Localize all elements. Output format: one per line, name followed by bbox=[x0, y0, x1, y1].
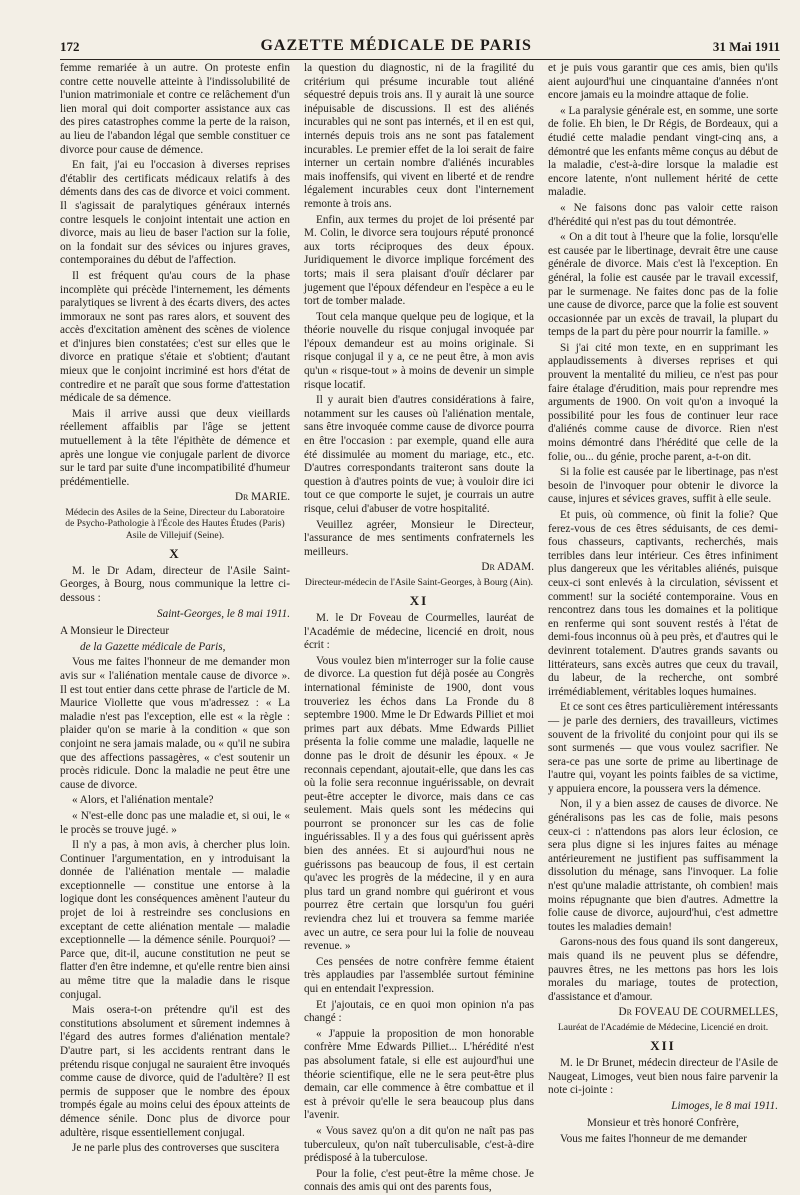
paragraph: femme remariée à un autre. On proteste enfin contre cette nouvelle atteinte à l'indissolubilité de l'union matrimoniale et contre ce relâchement d'un lien moral qui doit comporter assistance aux cas des pires catastrophes comme la perte de la raison, au lieu de l'abandon légal que semble constituer ce divorce pour cause de démence. bbox=[60, 62, 290, 156]
paragraph: Si j'ai cité mon texte, en en supprimant les applaudissements à diverses reprises et qui prouvent la mentalité du milieu, ce n'est pas pour faire étalage d'érudition, mais pour reprendre mes arguments de 1900. On voit qu'on a invoqué la possibilité pour les fous de continuer leur race d'aliénés comme cause de divorce. Rien n'est moins démontré dans l'hérédité que celle de la folie, ou... du génie, proche parent, a-t-on dit. bbox=[548, 341, 778, 463]
paragraph: Mais osera-t-on prétendre qu'il est des constitutions absolument et sûrement indemnes à l'égard des autres formes d'aliénation mentale? D'autre part, si les accidents rentrant dans le prétendu risque conjugal ne sauraient être invoqués comme cause de divorce, quid de l'adultère? Il est permis de supposer que le nombre des époux trompés égale au moins celui des époux atteints de démence sénile. Donc plus de divorce pour adultère, risque essentiellement conjugal. bbox=[60, 1004, 290, 1139]
paragraph: Ces pensées de notre confrère femme étaient très applaudies par l'assemblée surtout féminine qui en entendait l'expression. bbox=[304, 955, 534, 995]
paragraph: Enfin, aux termes du projet de loi présenté par M. Colin, le divorce sera toujours réputé prononcé aux torts réciproques des deux époux. Juridiquement le divorce implique forcément des torts; mais il sera plaisant d'ouïr déclarer par jugement que l'époux défendeur en l'espèce a eu le tort de tomber malade. bbox=[304, 213, 534, 308]
paragraph: Vous me faites l'honneur de me demander mon avis sur « l'aliénation mentale cause de divorce ». Il est tout entier dans cette phrase de l'article de M. Maurice Viollette que vous m'adressez : « La maladie n'est pas l'exception, elle est « la règle : plaider qu'on se marie à la condition « que son conjoint ne sera jamais malade, ou « qu'il ne subira que des affections passagères, « c'est soutenir un procès ridicule. Donc la maladie ne peut être une cause de divorce. bbox=[60, 656, 290, 791]
section-intro: M. le Dr Foveau de Courmelles, lauréat de l'Académie de médecine, licencié en droit, nous écrit : bbox=[304, 611, 534, 652]
paragraph: « Ne faisons donc pas valoir cette raison d'hérédité qui n'est pas du tout démontrée. bbox=[548, 201, 778, 228]
paragraph: Non, il y a bien assez de causes de divorce. Ne généralisons pas les cas de folie, mais pesons ceux-ci : n'attendons pas alors leur éclosion, ce sera plus digne si les injures faites au ménage antérieurement ne justifient pas suffisamment la dissolution du ménage, sans l'invoquer. La folie n'est qu'une maladie attristante, oh combien! mais moins répugnante que bien d'autres. Admettre la folie cause de divorce, aujourd'hui, c'est admettre toutes les maladies demain! bbox=[548, 798, 778, 933]
paragraph: Je ne parle plus des controverses que suscitera bbox=[72, 1142, 280, 1155]
paragraph: Et puis, où commence, où finit la folie? Que ferez-vous de ces êtres séduisants, de ces demi-fous chasseurs, captivants, recherchés, mais terribles dans leur intérieur. Ces êtres infiniment plus dangereux que les véritables aliénés, puisque ceux-ci sont enlevés à la circulation, sévissent et comment! sur la société contemporaine. Vous en rencontrez dans tous les domaines et la politique en renferme qui sont souvent restés à l'état de demi-fous inconnus où à peu près, et d'autres qui le devinrent totalement. D'autres grands savants ou littérateurs, sans excès autres que ceux du travail, du labeur, de la recherche, ont sombré irrémédiablement, véritables loques humaines. bbox=[548, 509, 778, 698]
author-signature: Dr ADAM. bbox=[481, 561, 534, 574]
page-number: 172 bbox=[60, 39, 80, 54]
paragraph: « J'appuie la proposition de mon honorable confrère Mme Edwards Pilliet... L'hérédité n'est pas absolument fatale, si elle est aujourd'hui une théorie scientifique, elle ne le sera peut-être plus demain, car elle commence à être combattue et il est à prévoir qu'elle le sera beaucoup plus dans l'avenir. bbox=[304, 1027, 534, 1122]
author-affiliation: Directeur-médecin de l'Asile Saint-Georges, à Bourg (Ain). bbox=[304, 576, 534, 588]
section-number: X bbox=[169, 546, 181, 562]
page-header bbox=[60, 33, 780, 60]
paragraph: Si la folie est causée par le libertinage, pas n'est besoin de l'invoquer pour obtenir le divorce la cause, injures et sévices graves, suffit à elle seule. bbox=[548, 466, 778, 506]
author-affiliation: Lauréat de l'Académie de Médecine, Licencié en droit. bbox=[557, 1021, 769, 1033]
letter-place-date: Limoges, le 8 mai 1911. bbox=[671, 1099, 778, 1112]
letter-salutation: Monsieur et très honoré Confrère, bbox=[587, 1117, 739, 1130]
paragraph: Et ce sont ces êtres particulièrement intéressants — je parle des derniers, des travailleurs, victimes souvent de la frivolité du conjoint pour qui ils se sont surmenés — que vous voulez sacrifier. Ne sera-ce pas une sorte de prime au libertinage de l'autre qui, voyant les points faibles de sa victime, y appuiera encore, la poussera vers la démence. bbox=[548, 701, 778, 795]
paragraph: « On a dit tout à l'heure que la folie, lorsqu'elle est causée par le libertinage, devrait être une cause générale de divorce. Mais c'est là l'exception. En général, la folie est causée par le travail excessif, par le surmenage. Ne faites donc pas de la folie une cause de divorce, parce que la folie est souvent occasionnée par un excès de travail, la plupart du temps de la part du père pour nourrir la famille. » bbox=[548, 231, 778, 339]
paragraph: Il n'y a pas, à mon avis, à chercher plus loin. Continuer l'argumentation, en y introduisant la donnée de l'aliénation mentale — maladie exceptionnelle — constitue une entorse à la logique dont les conséquences amènent l'auteur du projet de loi à restreindre ses conclusions en exceptant de cette aliénation mentale — maladie exceptionnelle — la démence sénile. Pourquoi? — Parce que, dit-il, aucune constitution ne peut se flatter d'en être indemne, et qu'elle rentre bien ainsi au même titre que la maladie dans le risque conjugal. bbox=[60, 839, 290, 1001]
paragraph: Tout cela manque quelque peu de logique, et la théorie nouvelle du risque conjugal invoquée par l'époux demandeur est au moins originale. Si risque conjugal il y a, ce ne peut être, à mon avis qu'un « risque-tout » à moins de devenir un simple risque locatif. bbox=[304, 310, 534, 391]
journal-title: GAZETTE MÉDICALE DE PARIS bbox=[260, 37, 532, 54]
paragraph: la question du diagnostic, ni de la fragilité du critérium qui présume incurable tout aliéné séquestré depuis trois ans. Il y aurait là une source inépuisable de discussions. Il est des aliénés incurables qui ne sont pas internés, et il en est qui, internés depuis trois ans ne sont pas fatalement incurables. Le premier effet de la loi serait de faire interner un certain nombre d'aliénés incurables mais inoffensifs, qui vivent en liberté et de rendre légalement incurables ceux dont l'internement remonte à trois ans. bbox=[304, 62, 534, 210]
paragraph: Vous voulez bien m'interroger sur la folie cause de divorce. La question fut déjà posée au Congrès international féministe de 1900, dont vous trouveriez les échos dans La Fronde du 8 septembre 1900. Mme le Dr Edwards Pilliet et moi primes part aux débats. Mme Edwards Pilliet présenta la folie comme une maladie, laquelle ne donne pas le droit de désunir les époux. « Je reconnais cependant, ajoutait-elle, que dans les cas où la folie sera reconnue inguérissable, on devrait peut-être accepter le divorce, mais dans ce cas seulement. Mais quels sont les médecins qui pourront se prononcer sur les cas de folie inguérissables. Il y a des fous qui guérissent après bien des années. Et si aujourd'hui nous ne guérissons pas beaucoup de fous, il est certain qu'avec les progrès de la médecine, il y en aura plus tard un grand nombre qui guériront et vous pourrez être certain que lorsqu'un fou guéri reviendra chez lui et trouvera sa femme mariée avec un autre, ce sera pour lui la folie de nouveau revenue. » bbox=[304, 654, 534, 953]
column-2 bbox=[304, 62, 534, 1194]
column-1 bbox=[60, 62, 290, 1155]
paragraph: Il est fréquent qu'au cours de la phase incomplète qui précède l'internement, les déments paralytiques se livrent à des écarts divers, des actes immoraux ne sont pas rares alors, et souvent des accès d'excitation amènent des scènes de violence et d'injures bien constatées; c'est sur elles que le divorce en pratique s'étaie et s'obtient; d'autant mieux que le conjoint incriminé est hors d'état de contredire et ne paraît que sous forme d'attestation médicale de sa démence. bbox=[60, 269, 290, 405]
paragraph: Pour la folie, c'est peut-être la même chose. Je connais des amis qui ont des parents fous, bbox=[304, 1167, 534, 1194]
author-signature: Dr FOVEAU DE COURMELLES, bbox=[618, 1006, 778, 1019]
paragraph: Et j'ajoutais, ce en quoi mon opinion n'a pas changé : bbox=[304, 998, 534, 1025]
letter-place-date: Saint-Georges, le 8 mai 1911. bbox=[157, 607, 290, 620]
paragraph: « Vous savez qu'on a dit qu'on ne naît pas pas tuberculeux, qu'on naît tuberculisable, c'est-à-dire prédisposé à la tuberculose. bbox=[304, 1124, 534, 1165]
letter-address: A Monsieur le Directeur bbox=[60, 625, 170, 638]
author-affiliation: Médecin des Asiles de la Seine, Directeur du Laboratoire de Psycho-Pathologie à l'École des Hautes Études (Paris) Asile de Villejuif (Seine). bbox=[65, 507, 285, 541]
paragraph: « N'est-elle donc pas une maladie et, si oui, le « le procès se trouve jugé. » bbox=[60, 809, 290, 836]
section-number: XII bbox=[650, 1038, 676, 1054]
paragraph: et je puis vous garantir que ces amis, bien qu'ils aient aujourd'hui une cinquantaine d'années n'ont encore jamais eu la moindre attaque de folie. bbox=[548, 62, 778, 102]
paragraph: « La paralysie générale est, en somme, une sorte de folie. Eh bien, le Dr Régis, de Bordeaux, qui a étudié cette maladie pendant vingt-cinq ans, a démontré que les enfants même conçus au début de la maladie, c'est-à-dire lorsque la maladie est encore latente, n'ont nullement hérité de cette maladie. bbox=[548, 104, 778, 199]
paragraph: Garons-nous des fous quand ils sont dangereux, mais quand ils ne peuvent plus se défendre, pauvres êtres, ne les mettons pas hors les lois morales du mariage, toutes de protection, d'assistance et d'amour. bbox=[548, 936, 778, 1003]
section-intro: M. le Dr Adam, directeur de l'Asile Saint-Georges, à Bourg, nous communique la lettre ci-dessous : bbox=[60, 564, 290, 604]
section-intro: M. le Dr Brunet, médecin directeur de l'Asile de Naugeat, Limoges, veut bien nous faire parvenir la note ci-jointe : bbox=[548, 1056, 778, 1097]
paragraph: Mais il arrive aussi que deux vieillards réellement affaiblis par l'âge se jettent mutuellement à la tête l'épithète de démence et après une longue vie conjugale parlent de divorce sur le tard par suite d'une incompatibilité d'humeur prédémentielle. bbox=[60, 407, 290, 488]
paragraph: « Alors, et l'aliénation mentale? bbox=[72, 794, 214, 807]
section-number: XI bbox=[409, 593, 429, 609]
paragraph: En fait, j'ai eu l'occasion à diverses reprises d'établir des certificats médicaux relatifs à des déments dans des cas de divorce et voici comment. Il s'agissait de paralytiques généraux internés contre lesquels le conjoint intentait une action en divorce, mais au lieu de baser l'action sur la folie, on la fondait sur des sévices ou injures graves, contemporaines du début de l'affection. bbox=[60, 159, 290, 267]
column-3 bbox=[548, 62, 778, 1145]
paragraph: Veuillez agréer, Monsieur le Directeur, l'assurance de mes sentiments confraternels les meilleurs. bbox=[304, 518, 534, 558]
paragraph: Il y aurait bien d'autres considérations à faire, notamment sur les causes où l'aliénation mentale, sans être invoquée comme cause de divorce pourra en être l'occasion : par exemple, quand elle aura été dissimulée au moment du mariage, etc., etc. D'autres correspondants traiteront sans doute la question à d'autres points de vue; à vouloir dire ici tout ce que comporte le sujet, je courrais un autre risque, celui d'abuser de votre hospitalité. bbox=[304, 394, 534, 515]
issue-date: 31 Mai 1911 bbox=[712, 39, 780, 54]
author-signature: Dr MARIE. bbox=[234, 491, 290, 504]
letter-address: de la Gazette médicale de Paris, bbox=[80, 640, 226, 653]
paragraph: Vous me faites l'honneur de me demander bbox=[560, 1132, 747, 1145]
